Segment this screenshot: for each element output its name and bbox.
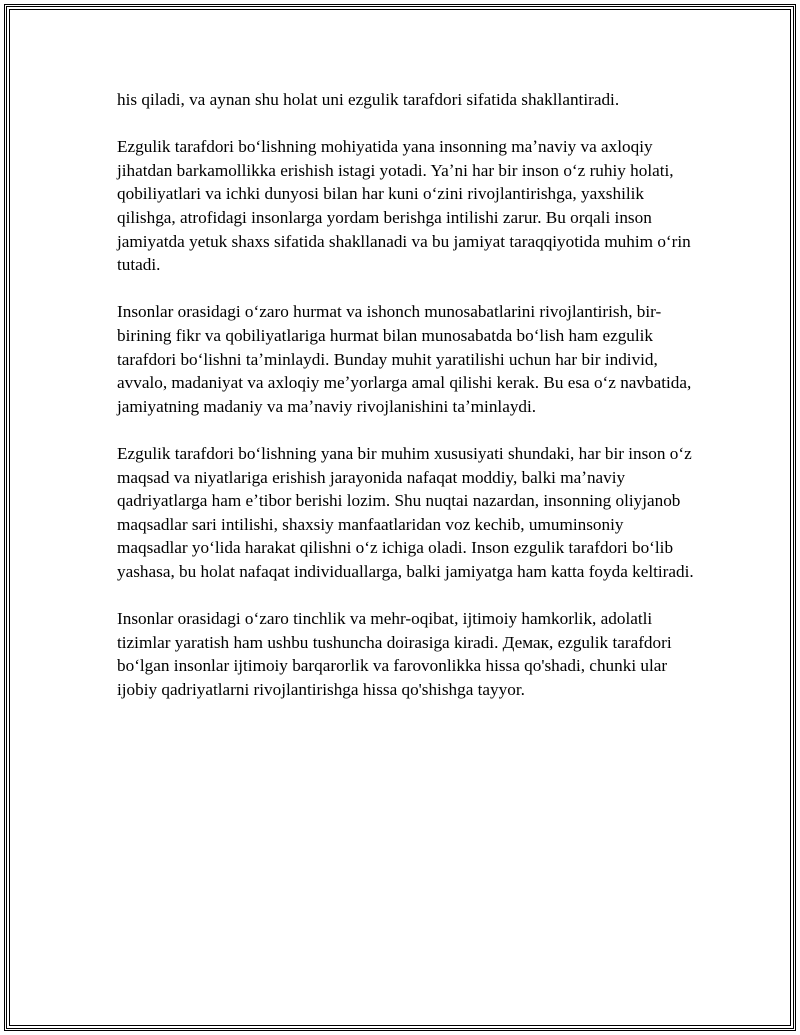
paragraph-2: Ezgulik tarafdori boʻlishning mohiyatida yana insonning maʼnaviy va axloqiy jihatdan barkamollikka erishish istagi yotadi. Yaʼni har bir inson oʻz ruhiy holati, qobiliyatlari va ichki dunyosi bilan har kuni oʻzini rivojlantirishga, yaxshilik qilishga, atrofidagi insonlarga yordam berishga intilishi zarur. Bu orqali inson jamiyatda yetuk shaxs sifatida shakllanadi va bu jamiyat taraqqiyotida muhim oʻrin tutadi.: [117, 137, 691, 275]
document-body: [117, 88, 697, 725]
paragraph-4: Ezgulik tarafdori boʻlishning yana bir muhim xususiyati shundaki, har bir inson oʻz maqsad va niyatlariga erishish jarayonida nafaqat moddiy, balki maʼnaviy qadriyatlarga ham eʼtibor berishi lozim. Shu nuqtai nazardan, insonning oliyjanob maqsadlar sari intilishi, shaxsiy manfaatlaridan voz kechib, umuminsoniy maqsadlar yoʻlida harakat qilishni oʻz ichiga oladi. Inson ezgulik tarafdori boʻlib yashasa, bu holat nafaqat individuallarga, balki jamiyatga ham katta foyda keltiradi.: [117, 443, 694, 581]
paragraph-5: Insonlar orasidagi oʻzaro tinchlik va mehr-oqibat, ijtimoiy hamkorlik, adolatli tizimlar yaratish ham ushbu tushuncha doirasiga kiradi. Демак, ezgulik tarafdori boʻlgan insonlar ijtimoiy barqarorlik va farovonlikka hissa qo'shadi, chunki ular ijobiy qadriyatlarni rivojlantirishga hissa qo'shishga tayyor.: [117, 609, 672, 699]
paragraph-1: his qiladi, va aynan shu holat uni ezgulik tarafdori sifatida shakllantiradi.: [117, 90, 620, 109]
paragraph-3: Insonlar orasidagi oʻzaro hurmat va ishonch munosabatlarini rivojlantirish, bir-birining fikr va qobiliyatlariga hurmat bilan munosabatda boʻlish ham ezgulik tarafdori boʻlishni taʼminlaydi. Bunday muhit yaratilishi uchun har bir individ, avvalo, madaniyat va axloqiy meʼyorlarga amal qilishi kerak. Bu esa oʻz navbatida, jamiyatning madaniy va maʼnaviy rivojlanishini taʼminlaydi.: [117, 302, 692, 416]
